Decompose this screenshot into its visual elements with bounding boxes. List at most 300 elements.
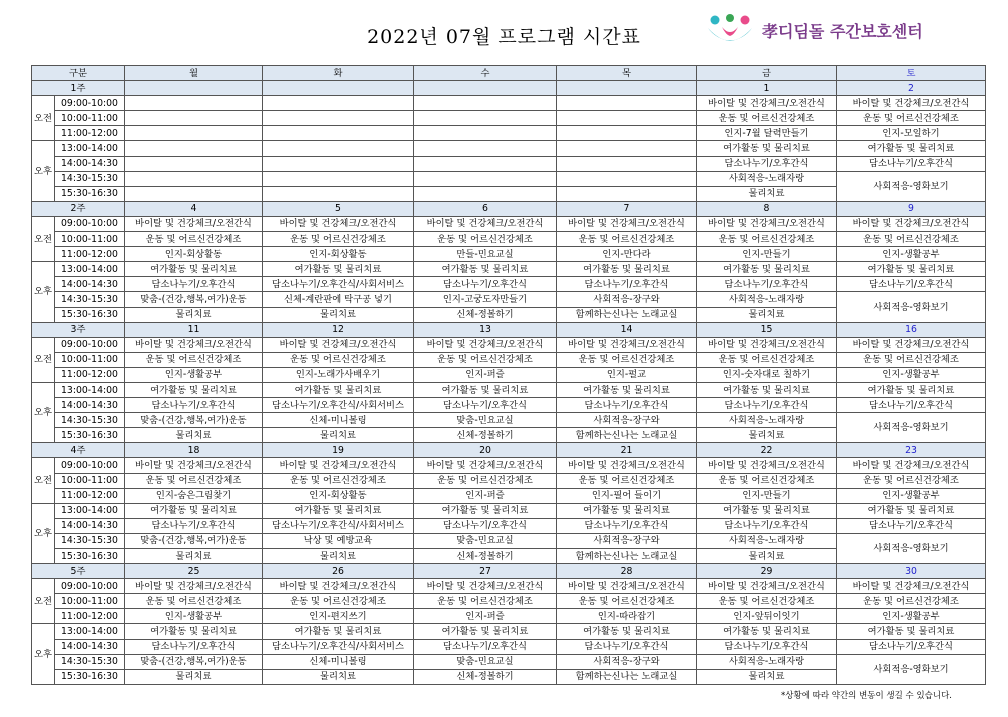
program-cell-mon: 담소나누기/오후간식 [125, 398, 263, 413]
program-cell-mon: 맞춤-(건강,행복,여가)운동 [125, 413, 263, 428]
program-cell-mon: 물리치료 [125, 669, 263, 684]
period-pm-label: 오후 [32, 382, 55, 442]
program-cell-fri: 운동 및 어르신건강체조 [697, 594, 837, 609]
program-cell-fri: 바이탈 및 건강체크/오전간식 [697, 96, 837, 111]
program-cell-wed: 담소나누기/오후간식 [414, 398, 557, 413]
date-mon: 25 [125, 564, 263, 579]
date-wed: 13 [414, 322, 557, 337]
program-cell-mon: 인지-생활공부 [125, 609, 263, 624]
table-row [32, 398, 986, 413]
table-row [32, 337, 986, 352]
program-cell-fri: 여가활동 및 물리치료 [697, 262, 837, 277]
program-cell-sat: 바이탈 및 건강체크/오전간식 [837, 579, 986, 594]
date-tue: 19 [263, 443, 414, 458]
date-thu: 21 [557, 443, 697, 458]
program-cell-thu: 운동 및 어르신건강체조 [557, 352, 697, 367]
date-fri: 22 [697, 443, 837, 458]
date-mon [125, 81, 263, 96]
program-cell-tue [263, 186, 414, 201]
table-row [32, 96, 986, 111]
program-cell-fri: 담소나누기/오후간식 [697, 277, 837, 292]
page-title: 2022년 07월 프로그램 시간표 [367, 26, 641, 48]
date-fri: 29 [697, 564, 837, 579]
program-cell-wed: 여가활동 및 물리치료 [414, 262, 557, 277]
program-cell-fri: 담소나누기/오후간식 [697, 398, 837, 413]
program-cell-wed: 바이탈 및 건강체크/오전간식 [414, 216, 557, 231]
program-cell-thu: 바이탈 및 건강체크/오전간식 [557, 216, 697, 231]
program-cell-tue: 바이탈 및 건강체크/오전간식 [263, 337, 414, 352]
program-cell-sat: 운동 및 어르신건강체조 [837, 232, 986, 247]
program-cell-fri: 사회적응-노래자랑 [697, 654, 837, 669]
time-slot: 10:00-11:00 [55, 111, 125, 126]
program-cell-fri: 바이탈 및 건강체크/오전간식 [697, 216, 837, 231]
time-slot: 11:00-12:00 [55, 247, 125, 262]
program-cell-tue [263, 156, 414, 171]
program-cell-fri: 물리치료 [697, 186, 837, 201]
header-row [32, 66, 986, 81]
program-cell-wed: 바이탈 및 건강체크/오전간식 [414, 458, 557, 473]
program-cell-wed: 담소나누기/오후간식 [414, 639, 557, 654]
table-row [32, 292, 986, 307]
program-cell-fri: 물리치료 [697, 669, 837, 684]
program-cell-wed: 담소나누기/오후간식 [414, 518, 557, 533]
program-cell-fri: 인지-숫자대로 칠하기 [697, 367, 837, 382]
program-cell-thu: 인지-필어 들이기 [557, 488, 697, 503]
time-slot: 15:30-16:30 [55, 186, 125, 201]
program-cell-wed: 맞춤-민요교실 [414, 413, 557, 428]
schedule-table [31, 65, 986, 685]
program-cell-fri: 운동 및 어르신건강체조 [697, 111, 837, 126]
program-cell-wed: 만들-민요교실 [414, 247, 557, 262]
time-slot: 09:00-10:00 [55, 579, 125, 594]
program-cell-tue: 담소나누기/오후간식/사회서비스 [263, 398, 414, 413]
header-day-wed: 수 [414, 66, 557, 81]
program-cell-sat: 인지-생활공부 [837, 488, 986, 503]
program-cell-fri: 여가활동 및 물리치료 [697, 503, 837, 518]
period-am-label: 오전 [32, 579, 55, 624]
program-cell-sat: 여가활동 및 물리치료 [837, 503, 986, 518]
program-cell-thu: 사회적응-장구와 [557, 292, 697, 307]
program-cell-thu: 바이탈 및 건강체크/오전간식 [557, 458, 697, 473]
program-cell-fri: 사회적응-노래자랑 [697, 533, 837, 548]
program-cell-wed: 인지-퍼즐 [414, 609, 557, 624]
program-cell-tue: 신체-미니볼링 [263, 654, 414, 669]
table-row [32, 216, 986, 231]
time-slot: 14:00-14:30 [55, 277, 125, 292]
program-cell-thu: 함께하는신나는 노래교실 [557, 307, 697, 322]
program-cell-wed [414, 156, 557, 171]
time-slot: 11:00-12:00 [55, 126, 125, 141]
program-cell-sat: 바이탈 및 건강체크/오전간식 [837, 337, 986, 352]
program-cell-fri: 사회적응-노래자랑 [697, 292, 837, 307]
program-cell-wed: 운동 및 어르신건강체조 [414, 473, 557, 488]
program-cell-fri: 담소나누기/오후간식 [697, 518, 837, 533]
program-cell-tue: 물리치료 [263, 549, 414, 564]
week-label: 4주 [32, 443, 125, 458]
table-row [32, 488, 986, 503]
program-cell-thu: 함께하는신나는 노래교실 [557, 428, 697, 443]
program-cell-mon: 바이탈 및 건강체크/오전간식 [125, 579, 263, 594]
time-slot: 13:00-14:00 [55, 503, 125, 518]
table-row [32, 503, 986, 518]
program-cell-mon: 물리치료 [125, 428, 263, 443]
program-cell-tue [263, 171, 414, 186]
table-row [32, 654, 986, 669]
program-cell-thu [557, 111, 697, 126]
program-cell-wed [414, 126, 557, 141]
table-row [32, 141, 986, 156]
program-cell-sat: 담소나누기/오후간식 [837, 277, 986, 292]
program-cell-thu: 사회적응-장구와 [557, 533, 697, 548]
program-cell-wed: 인지-퍼즐 [414, 488, 557, 503]
program-cell-fri: 담소나누기/오후간식 [697, 156, 837, 171]
program-cell-fri: 바이탈 및 건강체크/오전간식 [697, 579, 837, 594]
program-cell-sat: 담소나누기/오후간식 [837, 398, 986, 413]
period-am-label: 오전 [32, 458, 55, 503]
program-cell-wed: 신체-정볼하기 [414, 428, 557, 443]
table-row [32, 518, 986, 533]
program-cell-fri: 물리치료 [697, 307, 837, 322]
date-wed: 20 [414, 443, 557, 458]
program-cell-thu [557, 126, 697, 141]
program-cell-thu: 사회적응-장구와 [557, 654, 697, 669]
program-cell-fri: 인지-만들기 [697, 488, 837, 503]
program-cell-tue: 낙상 및 예방교육 [263, 533, 414, 548]
table-row [32, 367, 986, 382]
program-cell-sat: 담소나누기/오후간식 [837, 156, 986, 171]
program-cell-thu: 운동 및 어르신건강체조 [557, 232, 697, 247]
program-cell-wed: 인지-고궁도자만들기 [414, 292, 557, 307]
program-cell-tue: 신체-계란판에 탁구공 넣기 [263, 292, 414, 307]
program-cell-sat: 여가활동 및 물리치료 [837, 382, 986, 397]
program-cell-mon: 인지-회상활동 [125, 247, 263, 262]
period-pm-label: 오후 [32, 624, 55, 684]
date-sat: 23 [837, 443, 986, 458]
program-cell-tue: 바이탈 및 건강체크/오전간식 [263, 458, 414, 473]
time-slot: 14:00-14:30 [55, 156, 125, 171]
program-cell-mon [125, 171, 263, 186]
program-cell-fri: 인지-만들기 [697, 247, 837, 262]
period-pm-label: 오후 [32, 262, 55, 322]
header-day-sat: 토 [837, 66, 986, 81]
date-mon: 11 [125, 322, 263, 337]
date-sat: 16 [837, 322, 986, 337]
program-cell-thu: 바이탈 및 건강체크/오전간식 [557, 337, 697, 352]
program-cell-mon: 바이탈 및 건강체크/오전간식 [125, 337, 263, 352]
date-fri: 8 [697, 201, 837, 216]
program-cell-fri: 물리치료 [697, 428, 837, 443]
family-heart-icon [704, 13, 756, 47]
program-cell-sat: 사회적응-영화보기 [837, 413, 986, 443]
week-row [32, 443, 986, 458]
header-day-thu: 목 [557, 66, 697, 81]
table-row [32, 111, 986, 126]
footnote: *상황에 따라 약간의 변동이 생길 수 있습니다. [781, 691, 952, 701]
program-cell-wed: 운동 및 어르신건강체조 [414, 352, 557, 367]
program-cell-sat: 사회적응-영화보기 [837, 533, 986, 563]
program-cell-sat: 여가활동 및 물리치료 [837, 624, 986, 639]
program-cell-wed: 신체-정볼하기 [414, 669, 557, 684]
time-slot: 14:30-15:30 [55, 533, 125, 548]
program-cell-fri: 운동 및 어르신건강체조 [697, 473, 837, 488]
time-slot: 15:30-16:30 [55, 549, 125, 564]
program-cell-fri: 물리치료 [697, 549, 837, 564]
center-name: 孝디딤돌 주간보호센터 [762, 21, 923, 41]
week-label: 2주 [32, 201, 125, 216]
table-row [32, 156, 986, 171]
program-cell-tue: 물리치료 [263, 669, 414, 684]
program-cell-sat: 인지-생활공부 [837, 247, 986, 262]
program-cell-mon: 바이탈 및 건강체크/오전간식 [125, 216, 263, 231]
table-row [32, 579, 986, 594]
program-cell-tue: 여가활동 및 물리치료 [263, 262, 414, 277]
table-row [32, 594, 986, 609]
week-label: 5주 [32, 564, 125, 579]
program-cell-tue: 운동 및 어르신건강체조 [263, 473, 414, 488]
week-row [32, 322, 986, 337]
program-cell-fri: 바이탈 및 건강체크/오전간식 [697, 337, 837, 352]
time-slot: 11:00-12:00 [55, 367, 125, 382]
date-fri: 1 [697, 81, 837, 96]
program-cell-fri: 바이탈 및 건강체크/오전간식 [697, 458, 837, 473]
time-slot: 09:00-10:00 [55, 458, 125, 473]
program-cell-mon: 맞춤-(건강,행복,여가)운동 [125, 654, 263, 669]
date-sat: 9 [837, 201, 986, 216]
program-cell-sat: 여가활동 및 물리치료 [837, 141, 986, 156]
program-cell-wed [414, 96, 557, 111]
program-cell-wed: 신체-정볼하기 [414, 307, 557, 322]
program-cell-thu: 운동 및 어르신건강체조 [557, 473, 697, 488]
program-cell-tue: 담소나누기/오후간식/사회서비스 [263, 277, 414, 292]
program-cell-sat: 담소나누기/오후간식 [837, 639, 986, 654]
program-cell-thu: 여가활동 및 물리치료 [557, 382, 697, 397]
program-cell-sat: 운동 및 어르신건강체조 [837, 473, 986, 488]
week-row [32, 564, 986, 579]
program-cell-mon: 물리치료 [125, 549, 263, 564]
program-cell-fri: 사회적응-노래자랑 [697, 413, 837, 428]
center-logo [704, 10, 923, 50]
table-row [32, 639, 986, 654]
program-cell-sat: 여가활동 및 물리치료 [837, 262, 986, 277]
date-tue: 12 [263, 322, 414, 337]
time-slot: 15:30-16:30 [55, 307, 125, 322]
program-cell-tue: 물리치료 [263, 307, 414, 322]
period-am-label: 오전 [32, 216, 55, 261]
program-cell-sat: 운동 및 어르신건강체조 [837, 352, 986, 367]
program-cell-tue: 운동 및 어르신건강체조 [263, 594, 414, 609]
time-slot: 10:00-11:00 [55, 232, 125, 247]
program-cell-fri: 여가활동 및 물리치료 [697, 624, 837, 639]
program-cell-fri: 인지-7월 달력만들기 [697, 126, 837, 141]
program-cell-tue: 여가활동 및 물리치료 [263, 382, 414, 397]
program-cell-mon: 여가활동 및 물리치료 [125, 624, 263, 639]
program-cell-sat: 바이탈 및 건강체크/오전간식 [837, 96, 986, 111]
program-cell-mon: 담소나누기/오후간식 [125, 639, 263, 654]
program-cell-thu: 여가활동 및 물리치료 [557, 262, 697, 277]
program-cell-tue: 인지-회상활동 [263, 488, 414, 503]
program-cell-sat: 바이탈 및 건강체크/오전간식 [837, 458, 986, 473]
date-sat: 30 [837, 564, 986, 579]
program-cell-mon: 운동 및 어르신건강체조 [125, 473, 263, 488]
program-cell-tue: 운동 및 어르신건강체조 [263, 232, 414, 247]
period-am-label: 오전 [32, 337, 55, 382]
program-cell-tue [263, 96, 414, 111]
program-cell-mon: 바이탈 및 건강체크/오전간식 [125, 458, 263, 473]
program-cell-sat: 인지-생활공부 [837, 609, 986, 624]
date-fri: 15 [697, 322, 837, 337]
date-thu: 7 [557, 201, 697, 216]
header-day-fri: 금 [697, 66, 837, 81]
program-cell-mon: 인지-숨은그림찾기 [125, 488, 263, 503]
time-slot: 15:30-16:30 [55, 428, 125, 443]
program-cell-fri: 여가활동 및 물리치료 [697, 141, 837, 156]
program-cell-tue: 바이탈 및 건강체크/오전간식 [263, 579, 414, 594]
program-cell-tue: 인지-노래가사배우기 [263, 367, 414, 382]
time-slot: 14:30-15:30 [55, 654, 125, 669]
program-cell-tue: 바이탈 및 건강체크/오전간식 [263, 216, 414, 231]
program-cell-mon: 여가활동 및 물리치료 [125, 262, 263, 277]
table-row [32, 624, 986, 639]
program-cell-mon [125, 141, 263, 156]
time-slot: 13:00-14:00 [55, 262, 125, 277]
program-cell-sat: 사회적응-영화보기 [837, 654, 986, 684]
program-cell-thu: 사회적응-장구와 [557, 413, 697, 428]
program-cell-mon [125, 96, 263, 111]
time-slot: 09:00-10:00 [55, 96, 125, 111]
date-tue: 5 [263, 201, 414, 216]
program-cell-mon: 운동 및 어르신건강체조 [125, 594, 263, 609]
program-cell-tue [263, 141, 414, 156]
program-cell-tue: 담소나누기/오후간식/사회서비스 [263, 639, 414, 654]
program-cell-mon: 맞춤-(건강,행복,여가)운동 [125, 533, 263, 548]
program-cell-mon [125, 156, 263, 171]
program-cell-sat: 인지-생활공부 [837, 367, 986, 382]
time-slot: 10:00-11:00 [55, 473, 125, 488]
table-row [32, 247, 986, 262]
program-cell-wed: 운동 및 어르신건강체조 [414, 232, 557, 247]
table-row [32, 473, 986, 488]
period-pm-label: 오후 [32, 141, 55, 201]
time-slot: 13:00-14:00 [55, 382, 125, 397]
program-cell-mon [125, 126, 263, 141]
program-cell-thu [557, 186, 697, 201]
date-thu: 28 [557, 564, 697, 579]
program-cell-thu: 담소나누기/오후간식 [557, 639, 697, 654]
time-slot: 14:30-15:30 [55, 413, 125, 428]
program-cell-wed: 인지-퍼즐 [414, 367, 557, 382]
program-cell-thu [557, 141, 697, 156]
table-row [32, 413, 986, 428]
table-row [32, 126, 986, 141]
program-cell-mon: 맞춤-(건강,행복,여가)운동 [125, 292, 263, 307]
table-row [32, 232, 986, 247]
table-row [32, 382, 986, 397]
time-slot: 13:00-14:00 [55, 141, 125, 156]
program-cell-wed: 맞춤-민요교실 [414, 654, 557, 669]
date-mon: 4 [125, 201, 263, 216]
program-cell-sat: 사회적응-영화보기 [837, 292, 986, 322]
program-cell-thu: 여가활동 및 물리치료 [557, 503, 697, 518]
program-cell-mon: 물리치료 [125, 307, 263, 322]
header-category: 구분 [32, 66, 125, 81]
date-sat: 2 [837, 81, 986, 96]
program-cell-tue [263, 126, 414, 141]
period-am-label: 오전 [32, 96, 55, 141]
program-cell-sat: 사회적응-영화보기 [837, 171, 986, 201]
program-cell-tue: 신체-미니볼링 [263, 413, 414, 428]
table-row [32, 171, 986, 186]
program-cell-wed [414, 111, 557, 126]
program-cell-tue: 여가활동 및 물리치료 [263, 503, 414, 518]
program-cell-thu: 담소나누기/오후간식 [557, 398, 697, 413]
program-cell-thu: 함께하는신나는 노래교실 [557, 669, 697, 684]
program-cell-tue: 인지-편지쓰기 [263, 609, 414, 624]
date-mon: 18 [125, 443, 263, 458]
week-row [32, 81, 986, 96]
time-slot: 14:00-14:30 [55, 639, 125, 654]
program-cell-mon: 인지-생활공부 [125, 367, 263, 382]
table-row [32, 352, 986, 367]
program-cell-mon: 담소나누기/오후간식 [125, 277, 263, 292]
program-cell-fri: 담소나누기/오후간식 [697, 639, 837, 654]
date-thu: 14 [557, 322, 697, 337]
program-cell-thu: 인지-만다라 [557, 247, 697, 262]
time-slot: 13:00-14:00 [55, 624, 125, 639]
date-wed: 27 [414, 564, 557, 579]
program-cell-thu: 담소나누기/오후간식 [557, 277, 697, 292]
time-slot: 15:30-16:30 [55, 669, 125, 684]
program-cell-mon [125, 186, 263, 201]
program-cell-wed: 바이탈 및 건강체크/오전간식 [414, 579, 557, 594]
program-cell-tue: 담소나누기/오후간식/사회서비스 [263, 518, 414, 533]
time-slot: 10:00-11:00 [55, 352, 125, 367]
program-cell-sat: 인지-모일하기 [837, 126, 986, 141]
time-slot: 14:00-14:30 [55, 398, 125, 413]
program-cell-wed: 맞춤-민요교실 [414, 533, 557, 548]
program-cell-tue: 여가활동 및 물리치료 [263, 624, 414, 639]
program-cell-fri: 여가활동 및 물리치료 [697, 382, 837, 397]
program-cell-mon: 운동 및 어르신건강체조 [125, 352, 263, 367]
program-cell-sat: 운동 및 어르신건강체조 [837, 111, 986, 126]
program-cell-thu: 바이탈 및 건강체크/오전간식 [557, 579, 697, 594]
time-slot: 14:30-15:30 [55, 171, 125, 186]
time-slot: 11:00-12:00 [55, 609, 125, 624]
program-cell-tue: 인지-회상활동 [263, 247, 414, 262]
program-cell-thu [557, 171, 697, 186]
header-day-mon: 월 [125, 66, 263, 81]
date-wed [414, 81, 557, 96]
program-cell-mon: 운동 및 어르신건강체조 [125, 232, 263, 247]
program-cell-tue: 운동 및 어르신건강체조 [263, 352, 414, 367]
program-cell-thu: 인지-따라잡기 [557, 609, 697, 624]
program-cell-wed: 여가활동 및 물리치료 [414, 382, 557, 397]
time-slot: 11:00-12:00 [55, 488, 125, 503]
week-label: 1주 [32, 81, 125, 96]
date-thu [557, 81, 697, 96]
program-cell-thu [557, 96, 697, 111]
program-cell-fri: 운동 및 어르신건강체조 [697, 232, 837, 247]
program-cell-tue: 물리치료 [263, 428, 414, 443]
program-cell-fri: 운동 및 어르신건강체조 [697, 352, 837, 367]
program-cell-mon: 여가활동 및 물리치료 [125, 382, 263, 397]
program-cell-fri: 사회적응-노래자랑 [697, 171, 837, 186]
program-cell-wed: 운동 및 어르신건강체조 [414, 594, 557, 609]
program-cell-wed [414, 186, 557, 201]
program-cell-thu: 운동 및 어르신건강체조 [557, 594, 697, 609]
program-cell-sat: 담소나누기/오후간식 [837, 518, 986, 533]
date-wed: 6 [414, 201, 557, 216]
header-day-tue: 화 [263, 66, 414, 81]
